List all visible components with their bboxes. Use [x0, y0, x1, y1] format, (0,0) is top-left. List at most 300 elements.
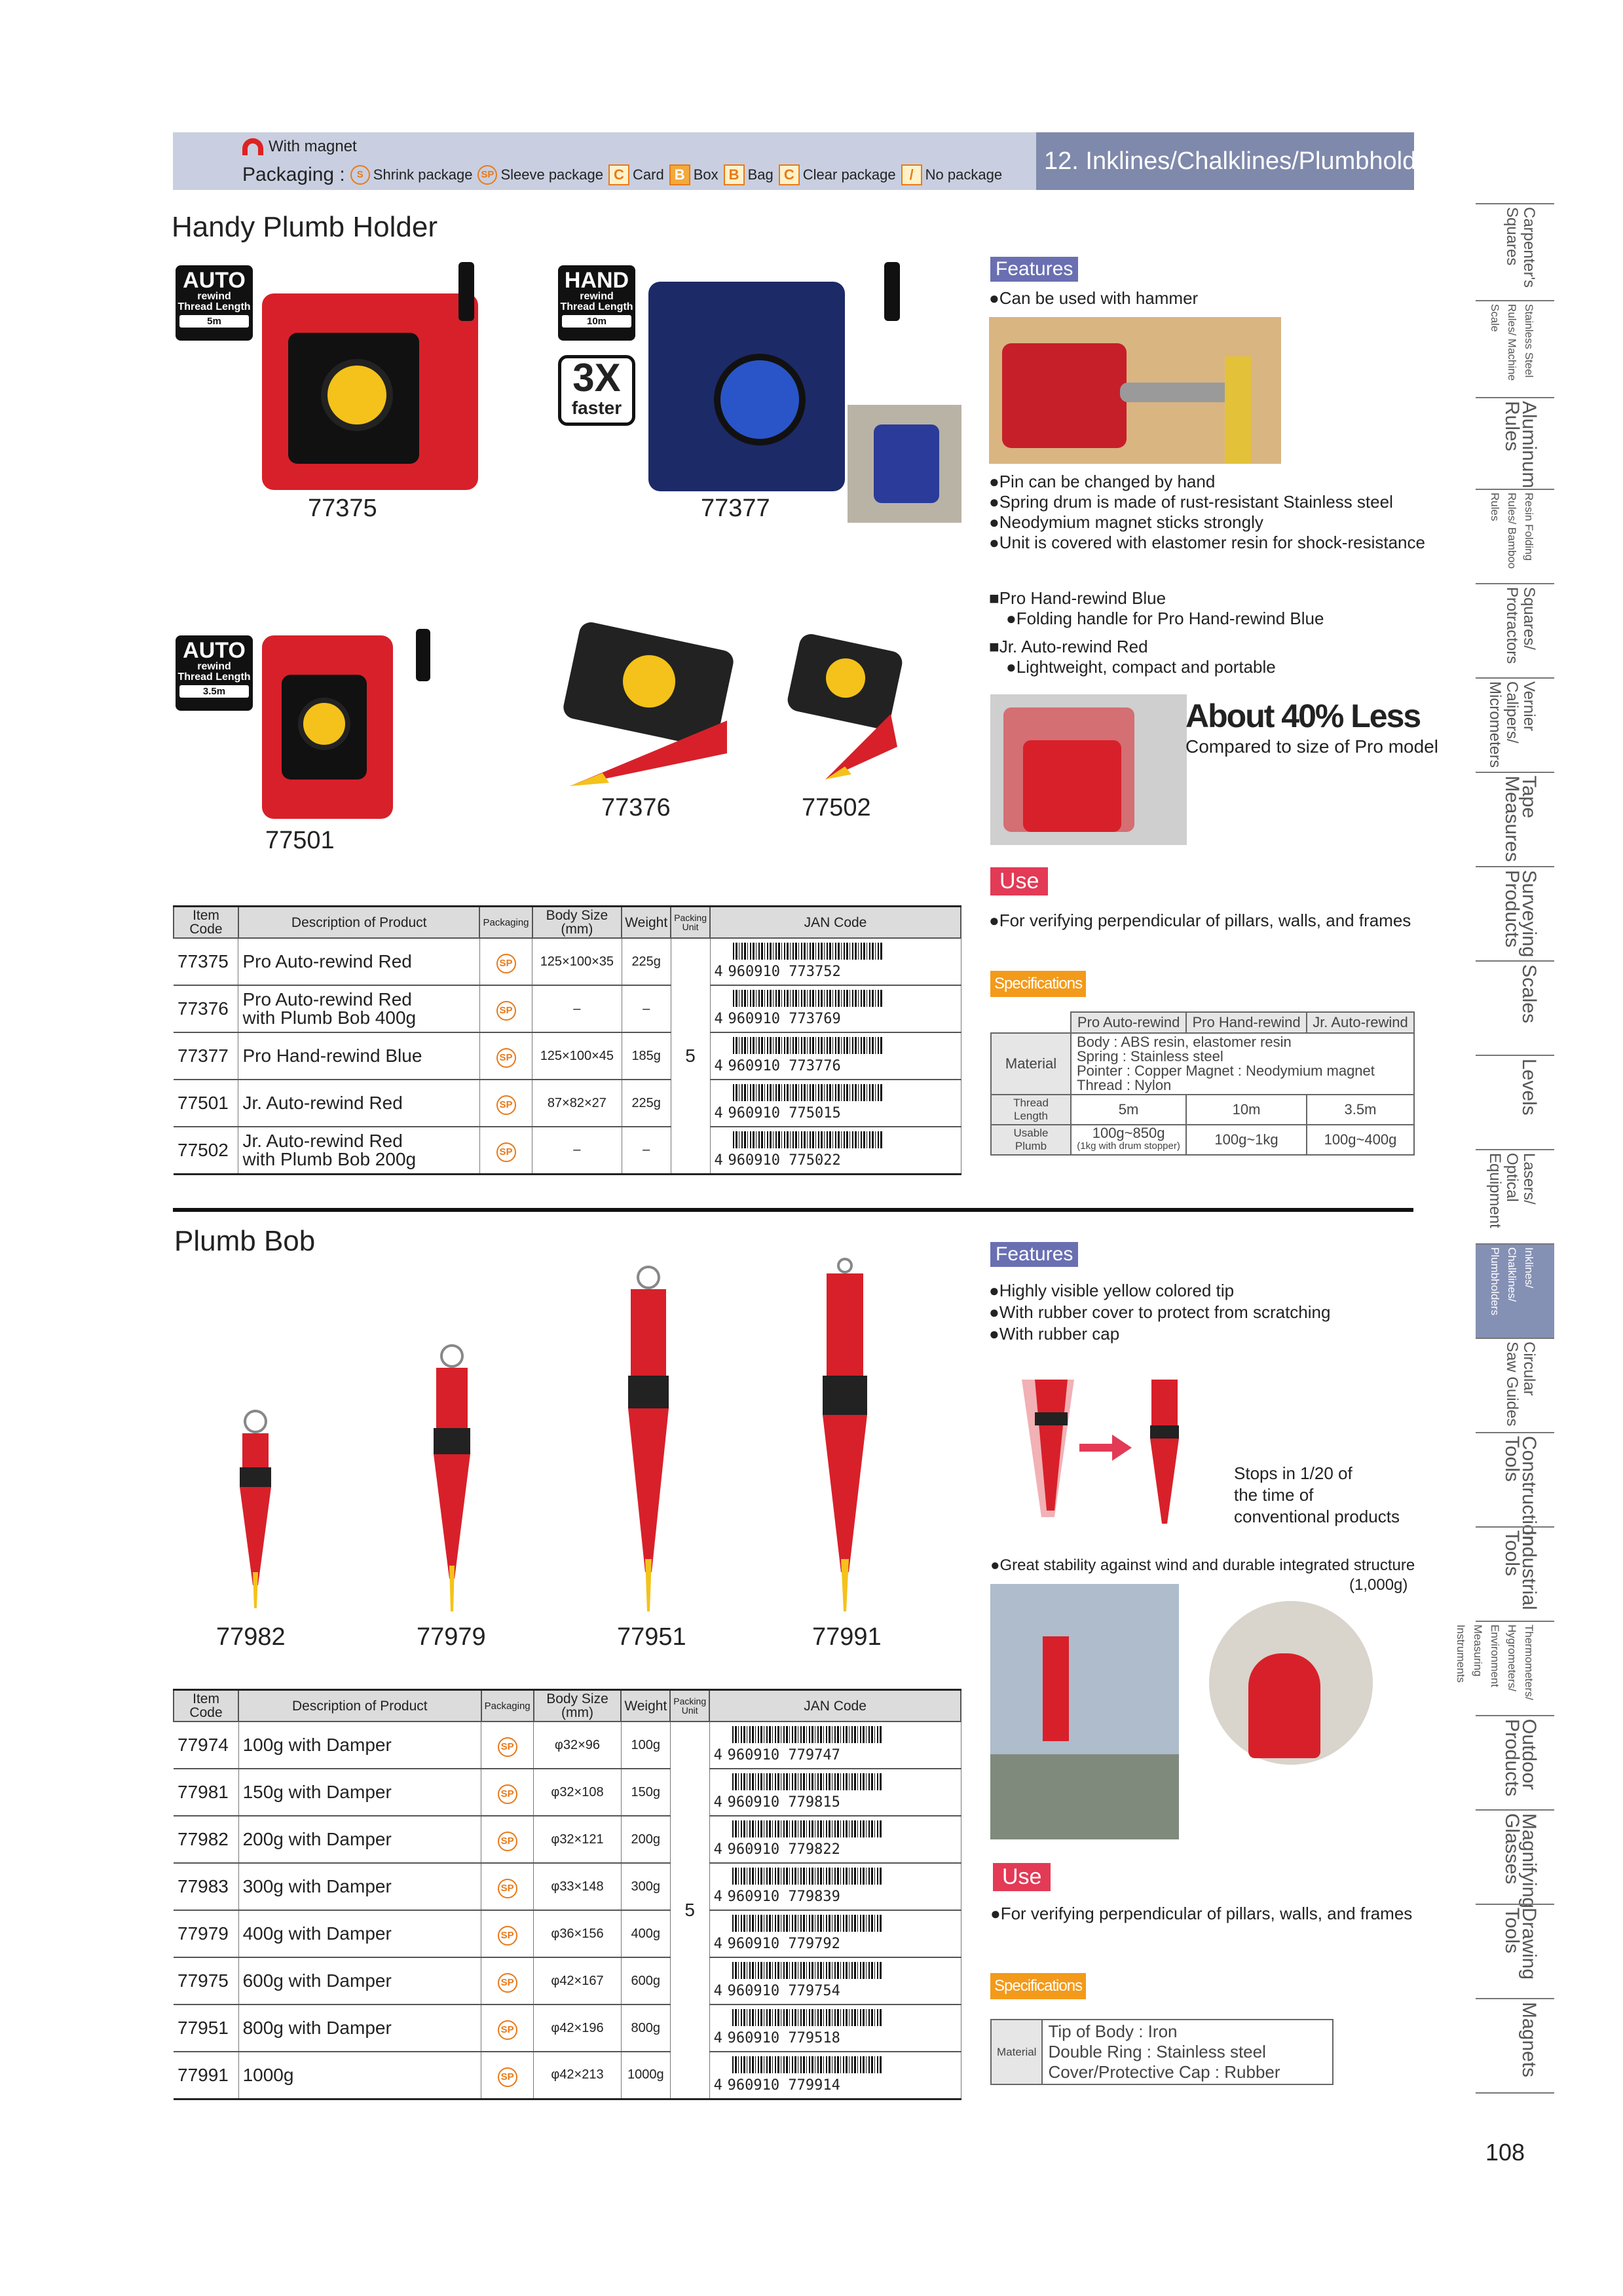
feature-line: ●Neodymium magnet sticks strongly [989, 512, 1263, 532]
spec-line: Pointer : Copper Magnet : Neodymium magnet [1077, 1063, 1375, 1079]
table-row [174, 2004, 961, 2052]
less-big: About 40% Less [1185, 698, 1421, 734]
stopped-bob-icon [1138, 1353, 1191, 1530]
barcode-icon [732, 1726, 883, 1743]
tab-aluminum-rules[interactable] [1476, 397, 1554, 489]
table-row [174, 1769, 961, 1816]
feature-line: ●Lightweight, compact and portable [1006, 657, 1276, 677]
cell-size: φ36×156 [534, 1910, 622, 1957]
tab-thermometers-hygrometers-environment-measuring-instruments[interactable] [1455, 1621, 1554, 1715]
tab-resin-folding-rules-bamboo-rules[interactable] [1476, 489, 1554, 583]
product-number: 77377 [701, 495, 770, 522]
legend-sleeve [477, 165, 603, 185]
cell-pkg [481, 2004, 534, 2052]
jan-pre: 4 [713, 2030, 722, 2046]
cell-code: 77375 [174, 938, 238, 985]
magnet-label: With magnet [269, 138, 357, 155]
tab-label: Inklines/ Chalklines/ Plumbholders [1489, 1247, 1535, 1315]
cell-jan [709, 1863, 961, 1910]
sleeve-icon: SP [498, 1832, 517, 1851]
spec-material-label: Material [991, 1033, 1071, 1095]
tab-squares-protractors[interactable] [1476, 583, 1554, 677]
cell-desc [238, 985, 479, 1032]
page-number: 108 [1485, 2139, 1525, 2166]
size-compare-photo [990, 694, 1187, 845]
bob-title: Plumb Bob [174, 1225, 316, 1257]
tab-levels[interactable] [1476, 1055, 1554, 1149]
th-weight: Weight [622, 907, 671, 939]
desc-line: Pro Hand-rewind Blue [242, 1045, 422, 1066]
cell-size: φ32×121 [534, 1816, 622, 1863]
cell-weight: – [622, 985, 671, 1032]
cell-pkg [481, 1769, 534, 1816]
table-row [174, 1863, 961, 1910]
cell-code: 77982 [174, 1816, 238, 1863]
spec-corner [991, 1012, 1071, 1033]
badge-len: 3.5m [179, 685, 249, 698]
sleeve-icon: SP [496, 1048, 516, 1068]
cell-code: 77983 [174, 1863, 238, 1910]
less-small: Compared to size of Pro model [1185, 736, 1438, 757]
jan-code: 960910 775022 [728, 1152, 841, 1169]
jan-pre: 4 [714, 1105, 723, 1121]
spec-note: (1kg with drum stopper) [1077, 1140, 1180, 1152]
cell-code: 77951 [174, 2004, 238, 2052]
legend-card [608, 164, 664, 185]
badge-top: HAND [564, 268, 629, 293]
desc-line: Jr. Auto-rewind Red [242, 1093, 403, 1113]
spec-cell: 10m [1186, 1095, 1307, 1125]
clear-package-icon: C [779, 164, 800, 185]
spec-cell [1071, 1125, 1186, 1155]
tab-label: Magnets [1518, 2002, 1540, 2078]
features-tag: Features [990, 1242, 1078, 1267]
spec-material [1042, 2020, 1333, 2084]
barcode-icon [733, 990, 884, 1007]
sleeve-icon: SP [498, 1926, 517, 1946]
stops-line: the time of [1234, 1485, 1314, 1505]
auto-rewind-badge [176, 265, 253, 341]
cell-weight: 300g [621, 1863, 670, 1910]
spec-tag: Specifications [990, 971, 1086, 997]
cell-weight: 225g [622, 1080, 671, 1127]
tab-magnets[interactable] [1476, 1998, 1554, 2092]
barcode-icon [733, 1131, 884, 1148]
jan-code: 960910 779839 [727, 1889, 840, 1905]
jan-pre: 4 [714, 1152, 723, 1169]
auto-rewind-badge-jr [176, 635, 253, 711]
cell-pkg [479, 985, 532, 1032]
product-number: 77501 [265, 827, 335, 854]
badge-top: AUTO [183, 638, 246, 663]
cell-pkg [481, 1863, 534, 1910]
shrink-icon: S [350, 165, 370, 185]
tab-label: Construction Tools [1501, 1436, 1540, 1547]
cell-size: φ33×148 [534, 1863, 622, 1910]
hammer-photo [989, 317, 1281, 464]
sleeve-icon: SP [498, 2067, 517, 2087]
spec-material [1071, 1033, 1414, 1095]
cell-desc [238, 938, 479, 985]
tab-label: Levels [1518, 1059, 1540, 1116]
jan-code: 960910 779792 [727, 1936, 840, 1952]
cell-desc: 1000g [238, 2052, 481, 2099]
barcode-icon [733, 1037, 884, 1054]
spec-material-label: Material [991, 2020, 1042, 2084]
barcode-icon [732, 1915, 883, 1932]
cell-weight: 400g [621, 1910, 670, 1957]
sleeve-icon: SP [496, 1001, 516, 1021]
th-size: Body Size (mm) [532, 907, 622, 939]
use-text: ●For verifying perpendicular of pillars, walls, and frames [990, 1904, 1413, 1923]
tab-bottom-rule [1476, 2092, 1554, 2094]
feature-line: ●Can be used with hammer [989, 288, 1199, 308]
cell-jan [710, 1127, 961, 1174]
cell-jan [709, 1722, 961, 1769]
feature-line: ●Folding handle for Pro Hand-rewind Blue [1006, 609, 1324, 628]
cell-desc: 200g with Damper [238, 1816, 481, 1863]
desc-line: Jr. Auto-rewind Red [242, 1130, 403, 1151]
tab-label: Lasers/ Optical Equipment [1486, 1153, 1538, 1228]
sleeve-icon: SP [498, 1784, 517, 1804]
cell-size: 125×100×45 [532, 1032, 622, 1080]
legend-label: No package [925, 166, 1003, 183]
cell-code: 77974 [174, 1722, 238, 1769]
use-tag: Use [990, 867, 1048, 895]
cell-pkg [481, 1722, 534, 1769]
th-jan: JAN Code [710, 907, 961, 939]
box-icon: B [669, 164, 690, 185]
legend-label: Card [633, 166, 664, 183]
feature-line: ●Pin can be changed by hand [989, 472, 1216, 491]
cell-jan [710, 1080, 961, 1127]
tab-stainless-steel-rules-machine-scale[interactable] [1476, 300, 1554, 397]
sleeve-icon: SP [477, 165, 497, 185]
legend-label: Box [693, 166, 718, 183]
badge-mid: rewind [197, 661, 231, 672]
table-row [174, 985, 961, 1032]
jan-code: 960910 775015 [728, 1105, 841, 1121]
legend-box [669, 164, 718, 185]
table-row [174, 2052, 961, 2099]
bob-table [173, 1689, 961, 2100]
use-text: ●For verifying perpendicular of pillars, walls, and frames [989, 911, 1411, 930]
desc-line: with Plumb Bob 200g [242, 1148, 417, 1169]
tab-label: Drawing Tools [1501, 1908, 1540, 1980]
plumb-bob-77991 [799, 1258, 891, 1618]
spec-tag: Specifications [990, 1973, 1086, 1999]
cell-desc: 150g with Damper [238, 1769, 481, 1816]
faster-badge [558, 355, 635, 426]
legend-bag [724, 164, 774, 185]
legend-label: Bag [747, 166, 774, 183]
cell-desc: 300g with Damper [238, 1863, 481, 1910]
spec-line: 100g~850g [1092, 1125, 1165, 1141]
jan-pre: 4 [714, 964, 723, 980]
cell-desc: 600g with Damper [238, 1957, 481, 2004]
feature-line: ■Jr. Auto-rewind Red [989, 637, 1148, 656]
th-size: Body Size (mm) [534, 1690, 622, 1722]
product-image-77501 [262, 635, 393, 819]
handy-table [173, 905, 961, 1175]
tab-label: Circular Saw Guides [1503, 1342, 1538, 1427]
packaging-label: Packaging : [242, 164, 345, 185]
cell-pkg [479, 1127, 532, 1174]
faster-small: faster [571, 398, 622, 418]
tab-lasers-optical-equipment[interactable] [1476, 1149, 1554, 1243]
tab-outdoor-products[interactable] [1476, 1715, 1554, 1809]
cell-weight: 800g [621, 2004, 670, 2052]
tab-magnifying-glasses[interactable] [1476, 1809, 1554, 1909]
handle-77377 [884, 262, 900, 321]
desc-line: Pro Auto-rewind Red [242, 989, 412, 1009]
cell-code: 77975 [174, 1957, 238, 2004]
stability-weight: (1,000g) [1349, 1576, 1408, 1594]
spec-col: Pro Hand-rewind [1186, 1012, 1307, 1033]
tab-label: Resin Folding Rules/ Bamboo Rules [1489, 493, 1535, 569]
tab-construction-tools[interactable] [1476, 1432, 1554, 1547]
bob-icon-77502 [806, 701, 904, 786]
cell-weight: 200g [621, 1816, 670, 1863]
th-desc: Description of Product [238, 907, 479, 939]
sleeve-icon: SP [498, 2020, 517, 2040]
plumb-bob-77982 [223, 1408, 288, 1611]
jan-pre: 4 [713, 1889, 722, 1905]
cell-weight: – [622, 1127, 671, 1174]
th-code: Item Code [174, 1690, 238, 1722]
magnet-legend [242, 138, 357, 156]
cell-desc: 800g with Damper [238, 2004, 481, 2052]
cell-size: 87×82×27 [532, 1080, 622, 1127]
legend-label: Shrink package [373, 166, 473, 183]
tab-label: Stainless Steel Rules/ Machine Scale [1489, 304, 1535, 381]
spec-line: Cover/Protective Cap : Rubber [1048, 2062, 1280, 2082]
cell-pkg [481, 2052, 534, 2099]
th-unit: Packing Unit [671, 907, 710, 939]
card-icon: C [608, 164, 629, 185]
faster-big: 3X [572, 356, 621, 400]
hand-rewind-badge [558, 265, 635, 341]
badge-mid: rewind [580, 291, 614, 302]
cell-code: 77979 [174, 1910, 238, 1957]
product-number: 77375 [308, 495, 377, 522]
sleeve-icon: SP [498, 1879, 517, 1898]
sleeve-icon: SP [496, 1142, 516, 1162]
cell-size: φ32×96 [534, 1722, 622, 1769]
barcode-icon [732, 1820, 883, 1837]
tab-vernier-calipers-micrometers[interactable] [1476, 677, 1554, 772]
th-pkg: Packaging [479, 907, 532, 939]
legend-clear [779, 164, 896, 185]
barcode-icon [732, 1868, 883, 1885]
magnet-icon [242, 138, 263, 155]
spec-cell: 3.5m [1307, 1095, 1414, 1125]
use-tag: Use [993, 1863, 1051, 1891]
th-code: Item Code [174, 907, 238, 939]
th-jan: JAN Code [709, 1690, 961, 1722]
th-weight: Weight [621, 1690, 670, 1722]
feature-line: ●Unit is covered with elastomer resin for shock-resistance [989, 533, 1425, 552]
cell-weight: 600g [621, 1957, 670, 2004]
tab-label: Squares/ Protractors [1503, 587, 1538, 664]
spec-col: Pro Auto-rewind [1071, 1012, 1186, 1033]
desc-line: Pro Auto-rewind Red [242, 951, 412, 971]
cell-size: φ42×167 [534, 1957, 622, 2004]
product-image-77375 [262, 293, 478, 490]
product-number: 77951 [617, 1623, 686, 1651]
feature-line: ■Pro Hand-rewind Blue [989, 588, 1166, 608]
jan-pre: 4 [713, 2077, 722, 2094]
cell-desc: 400g with Damper [238, 1910, 481, 1957]
cell-weight: 225g [622, 938, 671, 985]
badge-tl: Thread Length [177, 671, 251, 683]
handy-spec-table [990, 1011, 1415, 1156]
bag-icon: B [724, 164, 745, 185]
cell-size: φ32×108 [534, 1769, 622, 1816]
outdoor-photo [990, 1584, 1179, 1839]
cell-pkg [479, 938, 532, 985]
spec-line: Spring : Stainless steel [1077, 1048, 1223, 1064]
spec-line: Tip of Body : Iron [1048, 2022, 1178, 2041]
handle-77501 [416, 629, 430, 681]
cell-jan [710, 938, 961, 985]
barcode-icon [732, 1962, 883, 1979]
cell-jan [709, 1957, 961, 2004]
spec-usable-label: Usable Plumb [991, 1125, 1071, 1155]
cell-size: 125×100×35 [532, 938, 622, 985]
tab-label: Scales [1518, 964, 1540, 1024]
spec-col: Jr. Auto-rewind [1307, 1012, 1414, 1033]
features-tag: Features [990, 257, 1078, 282]
jan-pre: 4 [714, 1011, 723, 1027]
jan-pre: 4 [713, 1841, 722, 1858]
table-row [174, 1032, 961, 1080]
badge-mid: rewind [197, 291, 231, 302]
barcode-icon [732, 2056, 883, 2073]
sleeve-icon: SP [498, 1973, 517, 1993]
legend-label: Sleeve package [500, 166, 603, 183]
spec-line: Body : ABS resin, elastomer resin [1077, 1034, 1292, 1050]
cell-desc [238, 1127, 479, 1174]
feature-line: ●With rubber cover to protect from scratching [989, 1302, 1331, 1322]
feature-line: ●Spring drum is made of rust-resistant Stainless steel [989, 492, 1393, 512]
jan-code: 960910 773752 [728, 964, 841, 980]
plumb-bob-77951 [606, 1264, 691, 1618]
product-number: 77991 [812, 1623, 882, 1651]
product-photo-mounted [848, 405, 961, 523]
tab-label: Carpenter's Squares [1503, 207, 1538, 288]
badge-top: AUTO [183, 268, 246, 293]
legend-label: Clear package [802, 166, 896, 183]
bob-spec-table [990, 2019, 1334, 2085]
table-row [174, 1816, 961, 1863]
tab-inklines-chalklines-plumbholders[interactable] [1476, 1243, 1554, 1338]
tab-industrial-tools[interactable] [1476, 1526, 1554, 1621]
barcode-icon [733, 1084, 884, 1101]
handy-title: Handy Plumb Holder [172, 211, 438, 243]
product-number: 77502 [802, 794, 871, 821]
tab-label: Magnifying Glasses [1501, 1813, 1540, 1909]
th-desc: Description of Product [238, 1690, 481, 1722]
jan-code: 960910 779754 [727, 1983, 840, 1999]
packaging-legend [242, 164, 1002, 186]
spec-cell: 5m [1071, 1095, 1186, 1125]
cell-pkg [481, 1910, 534, 1957]
cell-code: 77377 [174, 1032, 238, 1080]
cell-pkg [479, 1032, 532, 1080]
tab-tape-measures[interactable] [1476, 772, 1554, 866]
cell-code: 77501 [174, 1080, 238, 1127]
cell-jan [709, 1769, 961, 1816]
cell-jan [709, 2004, 961, 2052]
cell-weight: 100g [621, 1722, 670, 1769]
tab-drawing-tools[interactable] [1476, 1904, 1554, 1998]
jan-pre: 4 [713, 1983, 722, 1999]
tab-scales[interactable] [1476, 960, 1554, 1055]
feature-line: ●Highly visible yellow colored tip [989, 1281, 1235, 1300]
cell-code: 77991 [174, 2052, 238, 2099]
jan-code: 960910 779822 [727, 1841, 840, 1858]
product-number: 77982 [216, 1623, 286, 1651]
cell-weight: 1000g [621, 2052, 670, 2099]
tab-label: Thermometers/ Hygrometers/ Environment Measuring Instruments [1455, 1625, 1535, 1701]
table-row [174, 1910, 961, 1957]
jan-code: 960910 773769 [728, 1011, 841, 1027]
cell-size: φ42×196 [534, 2004, 622, 2052]
sleeve-icon: SP [496, 954, 516, 973]
stops-line: Stops in 1/20 of [1234, 1463, 1352, 1483]
sleeve-icon: SP [498, 1737, 517, 1757]
stops-line: conventional products [1234, 1507, 1400, 1526]
section-title: 12. Inklines/Chalklines/Plumbholders [1036, 132, 1414, 190]
tab-label: Aluminum Rules [1501, 401, 1540, 489]
jan-code: 960910 779518 [727, 2030, 840, 2046]
tab-carpenter-s-squares[interactable] [1476, 203, 1554, 300]
jan-code: 960910 779914 [727, 2077, 840, 2094]
cell-jan [709, 1910, 961, 1957]
jan-pre: 4 [713, 1794, 722, 1811]
arrow-icon [1079, 1435, 1132, 1461]
cell-pkg [479, 1080, 532, 1127]
feature-line: ●With rubber cap [989, 1324, 1120, 1344]
jan-pre: 4 [713, 1936, 722, 1952]
cell-code: 77502 [174, 1127, 238, 1174]
table-row [174, 1127, 961, 1174]
cap-closeup-photo [1209, 1601, 1373, 1765]
jan-pre: 4 [713, 1747, 722, 1763]
tab-surveying-products[interactable] [1476, 866, 1554, 960]
spec-cell: 100g~400g [1307, 1125, 1414, 1155]
cell-pkg [481, 1816, 534, 1863]
handle-77375 [458, 262, 474, 321]
cell-weight: 150g [621, 1769, 670, 1816]
cell-desc [238, 1032, 479, 1080]
cell-size: – [532, 1127, 622, 1174]
legend-shrink [350, 165, 473, 185]
cell-size: – [532, 985, 622, 1032]
plumb-bob-77979 [413, 1343, 491, 1618]
spec-line: Thread : Nylon [1077, 1077, 1172, 1093]
tab-label: Industrial Tools [1501, 1530, 1540, 1610]
badge-tl: Thread Length [560, 301, 633, 312]
tab-circular-saw-guides[interactable] [1476, 1338, 1554, 1432]
th-pkg: Packaging [481, 1690, 534, 1722]
cell-jan [710, 1032, 961, 1080]
th-unit: Packing Unit [670, 1690, 709, 1722]
cell-desc [238, 1080, 479, 1127]
no-package-icon: / [901, 164, 922, 185]
tab-label: Tape Measures [1501, 776, 1540, 862]
